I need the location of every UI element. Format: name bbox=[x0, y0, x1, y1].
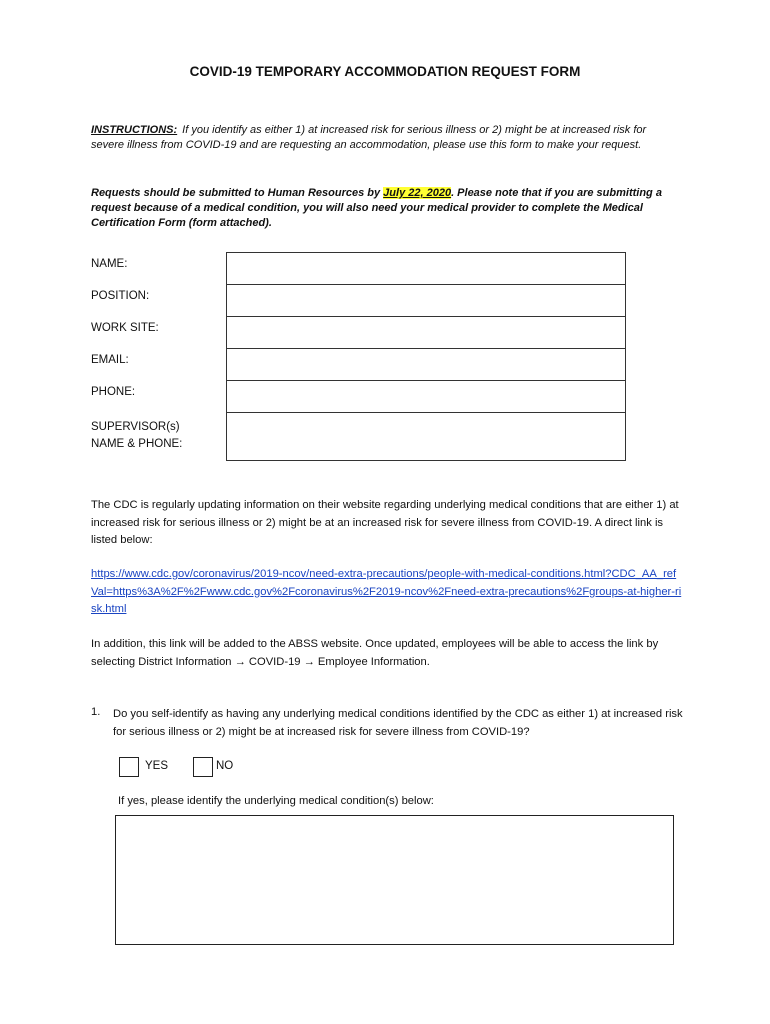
supervisor-label bbox=[91, 419, 182, 453]
work-site-label: WORK SITE: bbox=[91, 322, 159, 334]
followup-prompt: If yes, please identify the underlying medical condition(s) below: bbox=[118, 795, 434, 807]
supervisor-label-line2: NAME & PHONE: bbox=[91, 438, 183, 450]
name-field[interactable] bbox=[226, 252, 626, 285]
deadline-date: July 22, 2020 bbox=[383, 187, 452, 199]
yes-label: YES bbox=[145, 760, 169, 772]
deadline-suffix: . Please note that if you are submitting a request because of a medical condition, you will also need your medical provider to complete the Medical Certification Form (form attached). bbox=[91, 187, 662, 229]
instructions-text: If you identify as either 1) at increased risk for serious illness or 2) might be at increased risk for severe illness from COVID-19 and are requesting an accommodation, please use this form to make your request. bbox=[91, 124, 647, 151]
no-label: NO bbox=[216, 760, 234, 772]
medical-conditions-textarea[interactable] bbox=[115, 815, 674, 945]
yes-checkbox[interactable] bbox=[119, 757, 139, 777]
supervisor-field[interactable] bbox=[226, 412, 626, 461]
email-field[interactable] bbox=[226, 348, 626, 381]
email-label: EMAIL: bbox=[91, 354, 129, 366]
phone-label: PHONE: bbox=[91, 386, 136, 398]
abss-paragraph: In addition, this link will be added to the ABSS website. Once updated, employees will be able to access the link by selecting District Information → COVID-19 → Employee Information. bbox=[91, 638, 659, 668]
deadline-notice bbox=[91, 186, 681, 231]
supervisor-label-line1: SUPERVISOR(s) bbox=[91, 421, 180, 433]
instructions-block bbox=[91, 123, 681, 153]
instructions-label: INSTRUCTIONS: bbox=[91, 124, 178, 136]
phone-field[interactable] bbox=[226, 380, 626, 413]
no-checkbox[interactable] bbox=[193, 757, 213, 777]
question-text: Do you self-identify as having any underlying medical conditions identified by the CDC as either 1) at increased risk for serious illness or 2) might be at increased risk for severe illness from COVID-19? bbox=[113, 708, 683, 738]
form-title: COVID-19 TEMPORARY ACCOMMODATION REQUEST FORM bbox=[189, 64, 581, 79]
position-field[interactable] bbox=[226, 284, 626, 317]
position-label: POSITION: bbox=[91, 290, 150, 302]
cdc-paragraph: The CDC is regularly updating information on their website regarding underlying medical conditions that are either 1) at increased risk for serious illness or 2) might be at an increased risk for severe illness from COVID-19. A direct link is listed below: bbox=[91, 499, 679, 546]
name-label: NAME: bbox=[91, 258, 128, 270]
deadline-prefix: Requests should be submitted to Human Resources by bbox=[91, 187, 384, 199]
cdc-link[interactable]: https://www.cdc.gov/coronavirus/2019-ncov/need-extra-precautions/people-with-medical-conditions.html?CDC_AA_refVal=https%3A%2F%2Fwww.cdc.gov%2Fcoronavirus%2F2019-ncov%2Fneed-extra-precautions%2Fgroups-at-higher-risk.html bbox=[91, 568, 682, 615]
question-number: 1. bbox=[91, 706, 101, 718]
work-site-field[interactable] bbox=[226, 316, 626, 349]
